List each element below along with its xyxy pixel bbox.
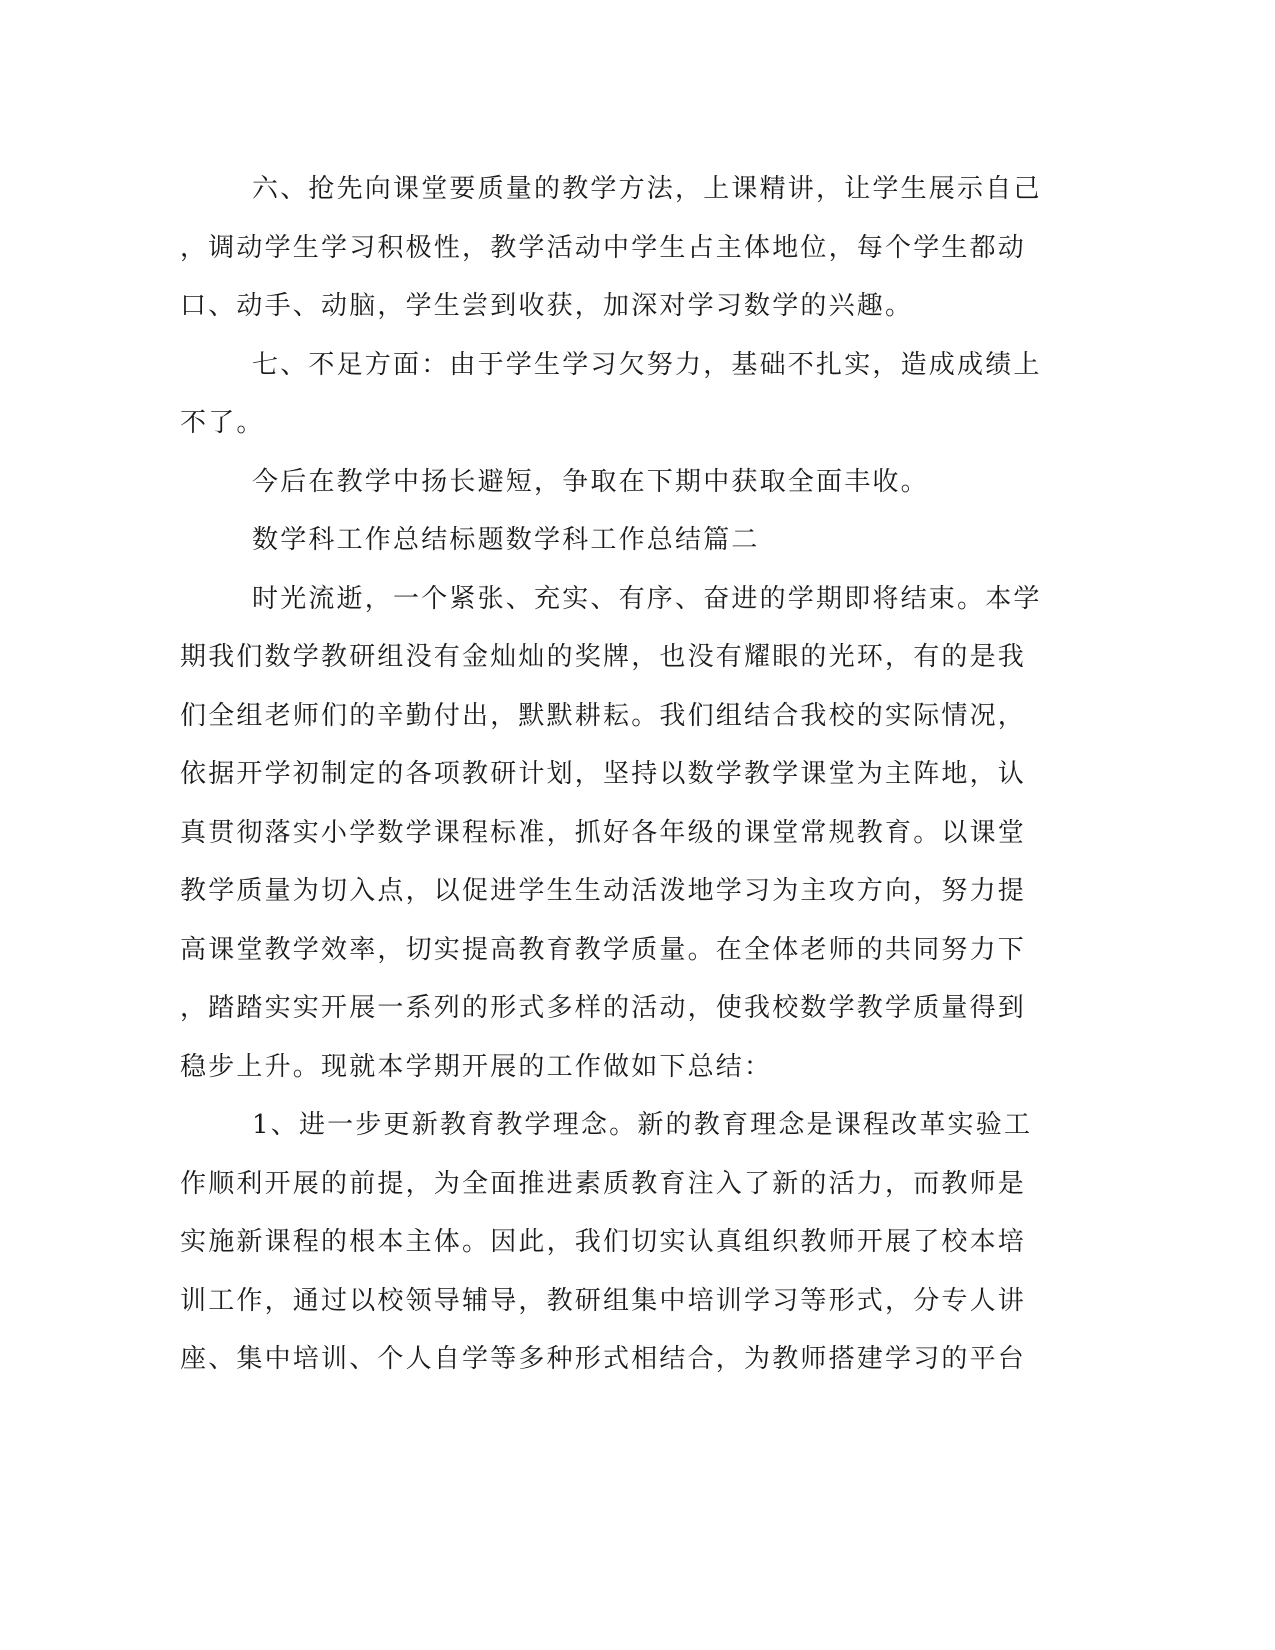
text-line: 们全组老师们的辛勤付出，默默耕耘。我们组结合我校的实际情况， [180, 700, 1027, 731]
text-line: 教学质量为切入点，以促进学生生动活泼地学习为主攻方向，努力提 [180, 876, 1027, 906]
text-line: 座、集中培训、个人自学等多种形式相结合，为教师搭建学习的平台 [180, 1344, 1027, 1374]
text-line: 时光流逝，一个紧张、充实、有序、奋进的学期即将结束。本学 [252, 583, 1042, 614]
text-line: ，踏踏实实开展一系列的形式多样的活动，使我校数学教学质量得到 [180, 993, 1027, 1023]
text-line: 不了。 [180, 408, 265, 438]
document-body [180, 160, 1040, 1389]
text-line: 真贯彻落实小学数学课程标准，抓好各年级的课堂常规教育。以课堂 [180, 817, 1027, 848]
text-line: 六、抢先向课堂要质量的教学方法，上课精讲，让学生展示自己 [252, 174, 1042, 204]
text-line: 作顺利开展的前提，为全面推进素质教育注入了新的活力，而教师是 [180, 1168, 1027, 1199]
text-line: 高课堂教学效率，切实提高教育教学质量。在全体老师的共同努力下 [180, 934, 1027, 965]
text-line: ，调动学生学习积极性，教学活动中学生占主体地位，每个学生都动 [180, 232, 1027, 263]
text-line: 七、不足方面：由于学生学习欠努力，基础不扎实，造成成绩上 [252, 349, 1042, 380]
text-line: 训工作，通过以校领导辅导，教研组集中培训学习等形式，分专人讲 [180, 1285, 1027, 1316]
text-line: 今后在教学中扬长避短，争取在下期中获取全面丰收。 [252, 466, 929, 497]
text-line: 稳步上升。现就本学期开展的工作做如下总结： [180, 1051, 773, 1082]
text-line: 实施新课程的根本主体。因此，我们切实认真组织教师开展了校本培 [180, 1227, 1027, 1257]
text-line: 1、进一步更新教育教学理念。新的教育理念是课程改革实验工 [252, 1110, 1033, 1140]
section-heading: 数学科工作总结标题数学科工作总结篇二 [252, 525, 760, 555]
text-line: 依据开学初制定的各项教研计划，坚持以数学教学课堂为主阵地，认 [180, 759, 1027, 789]
text-line: 期我们数学教研组没有金灿灿的奖牌，也没有耀眼的光环，有的是我 [180, 642, 1027, 672]
text-line: 口、动手、动脑，学生尝到收获，加深对学习数学的兴趣。 [180, 291, 914, 321]
